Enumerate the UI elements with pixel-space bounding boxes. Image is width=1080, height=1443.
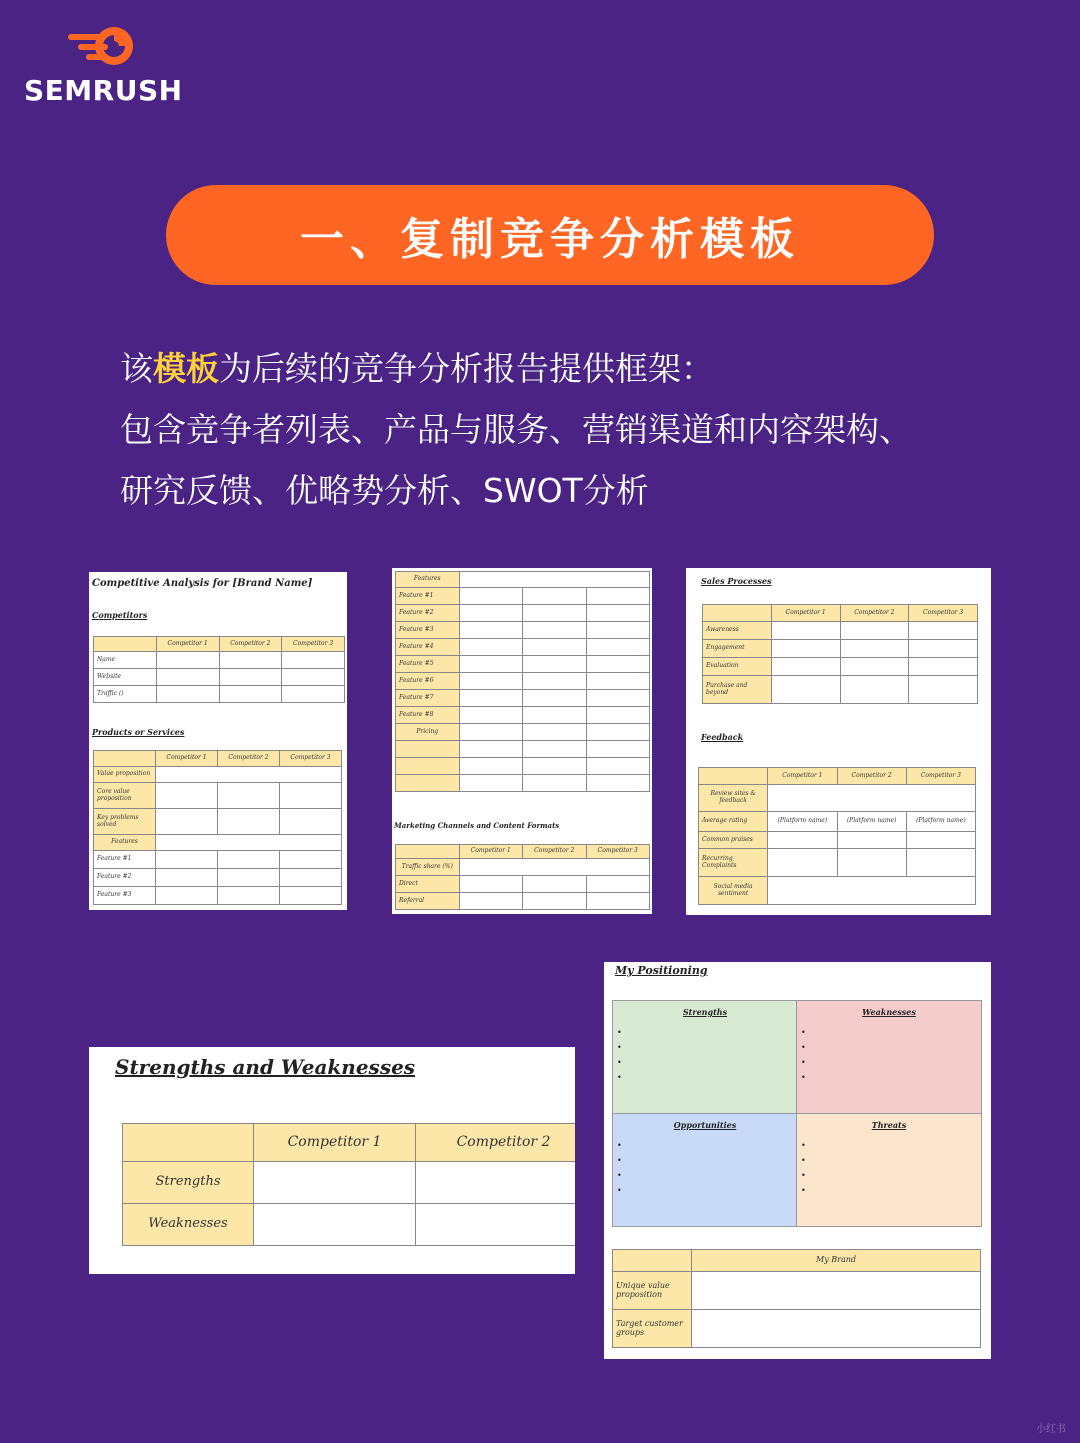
swot-label: Opportunities xyxy=(673,1120,737,1130)
row-label: Recurring Complaints xyxy=(699,849,768,877)
competitors-table xyxy=(93,636,345,703)
col-header: Competitor 1 xyxy=(156,751,218,767)
products-table xyxy=(93,750,342,905)
row-label: Target customer groups xyxy=(613,1310,692,1348)
col-header: Competitor 1 xyxy=(771,605,840,622)
swot-strengths: Strengths • • • • xyxy=(612,1000,798,1114)
row-label: Pricing xyxy=(396,724,460,741)
feedback-heading: Feedback xyxy=(701,732,744,742)
row-label: Feature #4 xyxy=(396,639,460,656)
swot-label: Strengths xyxy=(682,1007,728,1017)
row-label: Evaluation xyxy=(703,658,772,676)
row-label: Referral xyxy=(396,893,460,910)
row-label: Features xyxy=(94,835,156,851)
description-line-3: 研究反馈、优略势分析、SWOT分析 xyxy=(120,471,649,510)
marketing-heading: Marketing Channels and Content Formats xyxy=(394,821,560,830)
row-label: Traffic () xyxy=(94,686,157,703)
template-card-competitors xyxy=(89,572,347,910)
desc-text: 为后续的竞争分析报告提供框架： xyxy=(219,349,714,388)
my-brand-table xyxy=(612,1249,981,1348)
col-header: Competitor 1 xyxy=(254,1124,416,1162)
row-label: Feature #2 xyxy=(94,869,156,887)
col-header: Competitor 3 xyxy=(280,751,342,767)
row-label: Core value proposition xyxy=(94,783,156,809)
watermark: 小红书 xyxy=(1036,1424,1066,1435)
col-header: Competitor 1 xyxy=(459,845,523,859)
swot-label: Threats xyxy=(871,1120,907,1130)
row-label: Strengths xyxy=(123,1162,254,1204)
semrush-logo xyxy=(24,24,204,106)
row-label: Weaknesses xyxy=(123,1204,254,1246)
card-title: My Positioning xyxy=(615,964,708,977)
features-table xyxy=(395,571,650,792)
row-label: Feature #2 xyxy=(396,605,460,622)
row-label: Features xyxy=(396,572,460,588)
sales-table xyxy=(702,604,978,704)
template-card-strengths-weaknesses xyxy=(89,1047,575,1274)
row-label: Feature #7 xyxy=(396,690,460,707)
row-label: Name xyxy=(94,652,157,669)
platform-cell: (Platform name) xyxy=(837,812,906,832)
description-line-2: 包含竞争者列表、产品与服务、营销渠道和内容架构、 xyxy=(120,410,912,449)
row-label: Unique value proposition xyxy=(613,1272,692,1310)
row-label: Website xyxy=(94,669,157,686)
col-header: Competitor 3 xyxy=(282,637,345,652)
col-header: Competitor 2 xyxy=(840,605,909,622)
desc-text: 该 xyxy=(120,349,153,388)
strengths-weaknesses-table xyxy=(122,1123,575,1246)
marketing-table xyxy=(395,844,650,910)
swot-threats: Threats • • • • xyxy=(796,1113,982,1227)
row-label: Social media sentiment xyxy=(699,877,768,905)
brand-name: SEMRUSH xyxy=(24,74,183,107)
row-label: Engagement xyxy=(703,640,772,658)
row-label: Awareness xyxy=(703,622,772,640)
col-header: My Brand xyxy=(692,1250,981,1272)
col-header: Competitor 2 xyxy=(416,1124,576,1162)
row-label: Direct xyxy=(396,876,460,893)
row-label: Traffic share (%) xyxy=(396,859,460,876)
section-title-banner xyxy=(166,185,934,285)
row-label: Common praises xyxy=(699,832,768,849)
competitors-heading: Competitors xyxy=(92,610,148,620)
feedback-table xyxy=(698,767,976,905)
row-label: Feature #1 xyxy=(94,851,156,869)
row-label: Review sites & feedback xyxy=(699,785,768,812)
col-header: Competitor 2 xyxy=(837,768,906,785)
row-label: Key problems solved xyxy=(94,809,156,835)
col-header: Competitor 2 xyxy=(523,845,587,859)
col-header: Competitor 2 xyxy=(218,751,280,767)
platform-cell: (Platform name) xyxy=(768,812,837,832)
template-card-sales-feedback xyxy=(686,568,991,915)
swot-label: Weaknesses xyxy=(862,1007,916,1017)
row-label: Feature #5 xyxy=(396,656,460,673)
template-card-positioning xyxy=(604,962,991,1359)
swot-weaknesses: Weaknesses • • • • xyxy=(796,1000,982,1114)
section-title: 一、复制竞争分析模板 xyxy=(300,214,800,265)
card-title: Competitive Analysis for [Brand Name] xyxy=(92,578,313,589)
template-card-features xyxy=(392,568,652,914)
row-label: Purchase and beyond xyxy=(703,676,772,704)
sales-heading: Sales Processes xyxy=(701,576,772,586)
col-header: Competitor 1 xyxy=(156,637,219,652)
col-header: Competitor 3 xyxy=(906,768,975,785)
row-label: Feature #8 xyxy=(396,707,460,724)
row-label: Feature #3 xyxy=(94,887,156,905)
col-header: Competitor 3 xyxy=(909,605,978,622)
row-label: Average rating xyxy=(699,812,768,832)
col-header: Competitor 3 xyxy=(586,845,650,859)
description-line-1 xyxy=(120,338,1020,399)
row-label: Feature #1 xyxy=(396,588,460,605)
products-heading: Products or Services xyxy=(92,727,185,737)
desc-highlight: 模板 xyxy=(153,349,219,388)
row-label: Feature #3 xyxy=(396,622,460,639)
col-header: Competitor 2 xyxy=(219,637,282,652)
description xyxy=(120,338,1020,521)
card-title: Strengths and Weaknesses xyxy=(115,1055,416,1079)
swot-opportunities: Opportunities • • • • xyxy=(612,1113,798,1227)
row-label: Feature #6 xyxy=(396,673,460,690)
semrush-fireball-icon xyxy=(64,24,140,68)
row-label: Value proposition xyxy=(94,767,156,783)
platform-cell: (Platform name) xyxy=(906,812,975,832)
col-header: Competitor 1 xyxy=(768,768,837,785)
